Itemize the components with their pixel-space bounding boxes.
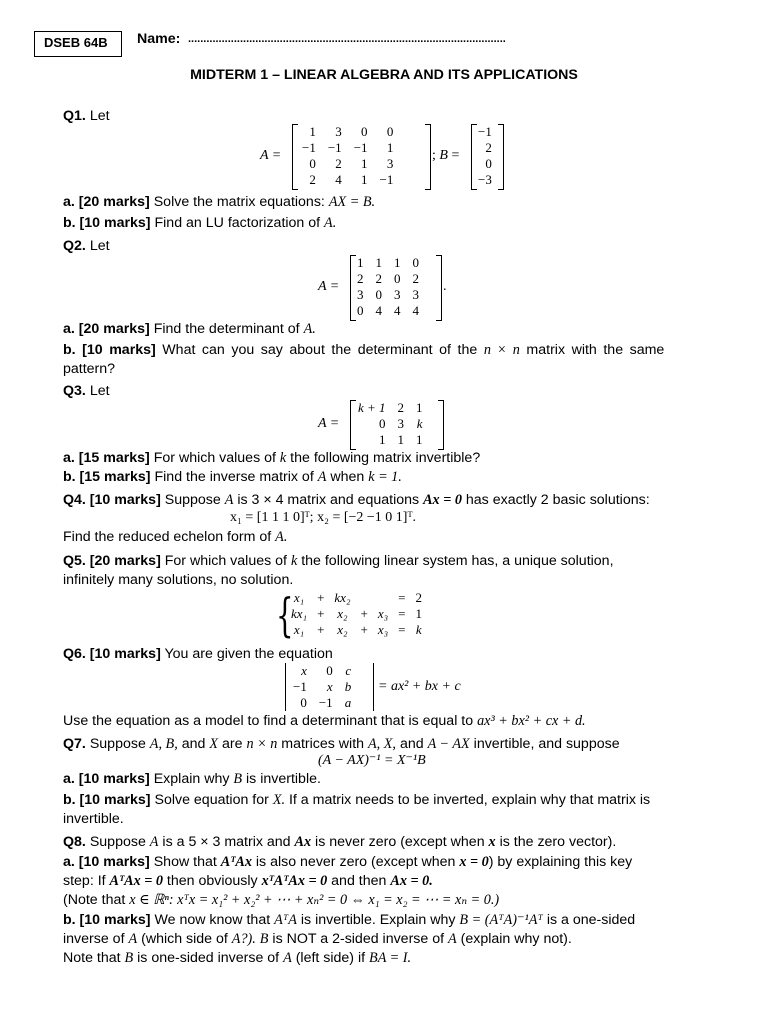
q5-equation-term: +: [360, 622, 368, 637]
q1-matrix-A-cell: 0: [386, 124, 394, 139]
q2-part-b-cont: pattern?: [63, 361, 116, 377]
q1-matrix-A-cell: 0: [361, 124, 368, 139]
q1-B-bracket-right: [498, 124, 504, 190]
q4-statement: Q4. [10 marks] Suppose A is 3 × 4 matrix and equations Ax = 0 has exactly 2 basic solutions:: [63, 492, 650, 508]
q5-equation-term: kx₂: [334, 590, 351, 605]
q3-part-a: a. [15 marks] For which values of k the following matrix invertible?: [63, 450, 481, 466]
q1-matrix-A-cell: 1: [386, 140, 394, 155]
page-title: MIDTERM 1 – LINEAR ALGEBRA AND ITS APPLICATIONS: [190, 67, 578, 83]
q1-matrix-B-cell: −3: [478, 172, 492, 187]
q8-part-a: a. [10 marks] Show that AᵀAx is also never zero (except when x = 0) by explaining this key: [63, 854, 633, 870]
q6-det-cell: x: [301, 663, 307, 678]
q2-matrix-A-cell: 2: [375, 271, 382, 286]
q4-basic-solutions: x₁ = [1 1 1 0]ᵀ; x₂ = [−2 −1 0 1]ᵀ.: [230, 510, 417, 525]
q5-equation-term: +: [317, 606, 325, 621]
q6-det-cell: 0: [300, 695, 307, 710]
q3-part-b: b. [15 marks] Find the inverse matrix of A when k = 1.: [63, 469, 402, 485]
q5-equation-term: 2: [415, 590, 422, 605]
q6-statement: Q6. [10 marks] You are given the equation: [63, 646, 333, 662]
q3-heading: Q3. Let: [63, 383, 110, 399]
q6-det-row: [287, 695, 357, 711]
q1-matrix-B-cell: 2: [485, 140, 492, 155]
q6-question: Use the equation as a model to find a determinant that is equal to ax³ + bx² + cx + d.: [63, 713, 586, 729]
q5-equation-term: [355, 590, 372, 606]
q5-equation-term: x₃: [377, 606, 389, 621]
q3-A-bracket-right: [438, 400, 444, 450]
q3-matrix-A: [352, 400, 429, 448]
q2-matrix-A-cell: 0: [357, 303, 364, 318]
q1-heading: Q1. Let: [63, 108, 110, 124]
q3-matrix-A-cell: k: [416, 416, 423, 431]
q5-statement-cont: infinitely many solutions, no solution.: [63, 572, 294, 588]
q6-det-cell: c: [345, 663, 352, 678]
q6-determinant: [287, 663, 357, 711]
q1-matrix-A-cell: −1: [327, 140, 342, 155]
q1-matrix-A-cell: 1: [361, 156, 368, 171]
q2-matrix-A-cell: 2: [357, 271, 364, 286]
q2-matrix-A-cell: 1: [375, 255, 382, 270]
q3-matrix-A-cell: 0: [379, 416, 386, 431]
q5-equation-term: =: [398, 606, 406, 621]
q2-matrix-A-row: [351, 255, 425, 271]
q2-matrix-A-row: [351, 287, 425, 303]
name-label: Name:: [137, 31, 181, 47]
q1-matrix-A-cell: 3: [335, 124, 342, 139]
q3-matrix-A-cell: 2: [397, 400, 405, 415]
q1-matrix-B-row: [472, 172, 498, 188]
q7-equation: (A − AX)⁻¹ = X⁻¹B: [318, 753, 426, 768]
q5-equation-row: [286, 622, 427, 638]
q5-equation-term: =: [398, 622, 406, 637]
q1-matrix-B-row: [472, 140, 498, 156]
q2-matrix-A-cell: 3: [357, 287, 364, 302]
q5-statement: Q5. [20 marks] For which values of k the following linear system has, a unique solution,: [63, 553, 614, 569]
q2-matrix-A: [351, 255, 425, 319]
q3-matrix-A-cell: 3: [397, 416, 405, 431]
q3-matrix-A-label: A =: [318, 416, 340, 431]
q2-matrix-A-cell: 0: [412, 255, 419, 270]
q2-part-a: a. [20 marks] Find the determinant of A.: [63, 321, 316, 337]
q6-det-cell: b: [344, 679, 352, 694]
q2-matrix-A-cell: 0: [394, 271, 401, 286]
q2-part-b: b. [10 marks] What can you say about the determinant of the n × n matrix with the same: [63, 342, 665, 358]
q3-matrix-A-row: [352, 432, 429, 448]
q1-matrix-A-cell: 4: [335, 172, 342, 187]
q1-matrix-A: [296, 124, 399, 188]
q5-equation-term: =: [398, 590, 406, 605]
q1-matrix-A-cell: 1: [309, 124, 316, 139]
q5-equation-term: +: [317, 590, 325, 605]
q8-part-b-line2: inverse of A (which side of A?). B is NOT a 2-sided inverse of A (explain why not).: [63, 931, 572, 947]
q2-matrix-A-cell: 4: [375, 303, 382, 318]
q2-matrix-A-cell: 0: [375, 287, 382, 302]
q1-matrix-A-row: [296, 172, 399, 188]
q1-matrix-A-row: [296, 156, 399, 172]
q5-equation-term: x₂: [337, 622, 348, 637]
q7-part-a: a. [10 marks] Explain why B is invertible.: [63, 771, 321, 787]
q6-det-bar-right: [373, 663, 374, 711]
q3-matrix-A-row: [352, 400, 429, 416]
q5-equation-row: [286, 590, 427, 606]
course-code: DSEB 64B: [44, 35, 108, 50]
q2-matrix-A-cell: 1: [394, 255, 401, 270]
q6-det-cell: a: [344, 695, 352, 710]
q1-matrix-A-row: [296, 140, 399, 156]
q5-equation-term: x₃: [377, 622, 389, 637]
q4-question: Find the reduced echelon form of A.: [63, 529, 288, 545]
q2-matrix-A-cell: 3: [394, 287, 401, 302]
q5-equation-term: 1: [415, 606, 422, 621]
q5-equation-term: x₁: [293, 590, 305, 605]
q6-rhs: = ax² + bx + c: [378, 679, 461, 694]
q1-part-a: a. [20 marks] Solve the matrix equations: AX = B.: [63, 194, 376, 210]
q1-separator: ; B =: [432, 148, 460, 163]
q2-matrix-A-row: [351, 271, 425, 287]
q5-equation-term: x₂: [337, 606, 348, 621]
q3-matrix-A-cell: k + 1: [358, 400, 386, 415]
q6-det-cell: −1: [293, 679, 307, 694]
q6-det-cell: 0: [326, 663, 333, 678]
q6-det-bar-left: [285, 663, 286, 711]
q2-matrix-A-cell: 4: [394, 303, 401, 318]
q7-statement: Q7. Suppose A, B, and X are n × n matrices with A, X, and A − AX invertible, and suppose: [63, 736, 620, 752]
q1-A-bracket-right: [425, 124, 431, 190]
q1-matrix-A-cell: 1: [361, 172, 368, 187]
name-dots: ........................................................................................................: [188, 33, 506, 45]
q5-equation-term: [373, 590, 393, 606]
q8-note: (Note that x ∈ ℝⁿ: xᵀx = x₁² + x₂² + ⋯ + xₙ² = 0 ⇔ x₁ = x₂ = ⋯ = xₙ = 0.): [63, 892, 500, 908]
q5-equation-term: +: [317, 622, 325, 637]
q1-matrix-B-row: [472, 124, 498, 140]
q3-matrix-A-row: [352, 416, 429, 432]
q1-matrix-A-row: [296, 124, 399, 140]
q2-matrix-A-cell: 2: [412, 271, 419, 286]
q1-matrix-A-cell: 2: [335, 156, 342, 171]
q2-matrix-A-row: [351, 303, 425, 319]
q1-matrix-B-row: [472, 156, 498, 172]
q3-matrix-A-cell: 1: [379, 432, 386, 447]
q5-equation-term: kx₁: [291, 606, 308, 621]
q1-matrix-A-label: A =: [260, 148, 282, 163]
q6-det-cell: −1: [318, 695, 333, 710]
q6-det-cell: x: [326, 679, 333, 694]
q2-matrix-A-cell: 3: [412, 287, 419, 302]
q7-part-b: b. [10 marks] Solve equation for X. If a matrix needs to be inverted, explain why that matrix is: [63, 792, 651, 808]
q8-statement: Q8. Suppose A is a 5 × 3 matrix and Ax is never zero (except when x is the zero vector).: [63, 834, 617, 850]
q2-heading: Q2. Let: [63, 238, 110, 254]
q8-part-a-line2: step: If AᵀAx = 0 then obviously xᵀAᵀAx = 0 and then Ax = 0.: [63, 873, 433, 889]
q1-matrix-A-cell: −1: [302, 140, 316, 155]
q3-matrix-A-cell: 1: [416, 432, 423, 447]
q5-equation-term: k: [415, 622, 422, 637]
q8-part-b: b. [10 marks] We now know that AᵀA is invertible. Explain why B = (AᵀA)⁻¹Aᵀ is a one-sided: [63, 912, 636, 928]
q6-det-row: [287, 663, 357, 679]
q1-matrix-A-cell: 0: [309, 156, 316, 171]
q1-matrix-B-cell: −1: [478, 124, 492, 139]
q5-system: [286, 590, 427, 638]
q1-matrix-B-cell: 0: [485, 156, 492, 171]
q1-matrix-A-cell: −1: [379, 172, 394, 187]
q1-matrix-A-cell: −1: [353, 140, 368, 155]
q5-equation-term: x₁: [293, 622, 305, 637]
q2-period: .: [443, 279, 447, 294]
q5-equation-row: [286, 606, 427, 622]
q1-part-b: b. [10 marks] Find an LU factorization of A.: [63, 215, 337, 231]
q5-brace: {: [276, 588, 294, 642]
q2-A-bracket-right: [436, 255, 442, 321]
q6-det-row: [287, 679, 357, 695]
q1-matrix-A-cell: 2: [309, 172, 316, 187]
q2-matrix-A-label: A =: [318, 279, 340, 294]
q1-matrix-B: [472, 124, 498, 188]
q3-matrix-A-cell: 1: [416, 400, 423, 415]
q5-equation-term: +: [360, 606, 368, 621]
q8-part-b-line3: Note that B is one-sided inverse of A (left side) if BA = I.: [63, 950, 412, 966]
q3-matrix-A-cell: 1: [397, 432, 405, 447]
q1-matrix-A-cell: 3: [386, 156, 394, 171]
q7-part-b-cont: invertible.: [63, 811, 124, 827]
q2-matrix-A-cell: 1: [357, 255, 364, 270]
q2-matrix-A-cell: 4: [412, 303, 419, 318]
